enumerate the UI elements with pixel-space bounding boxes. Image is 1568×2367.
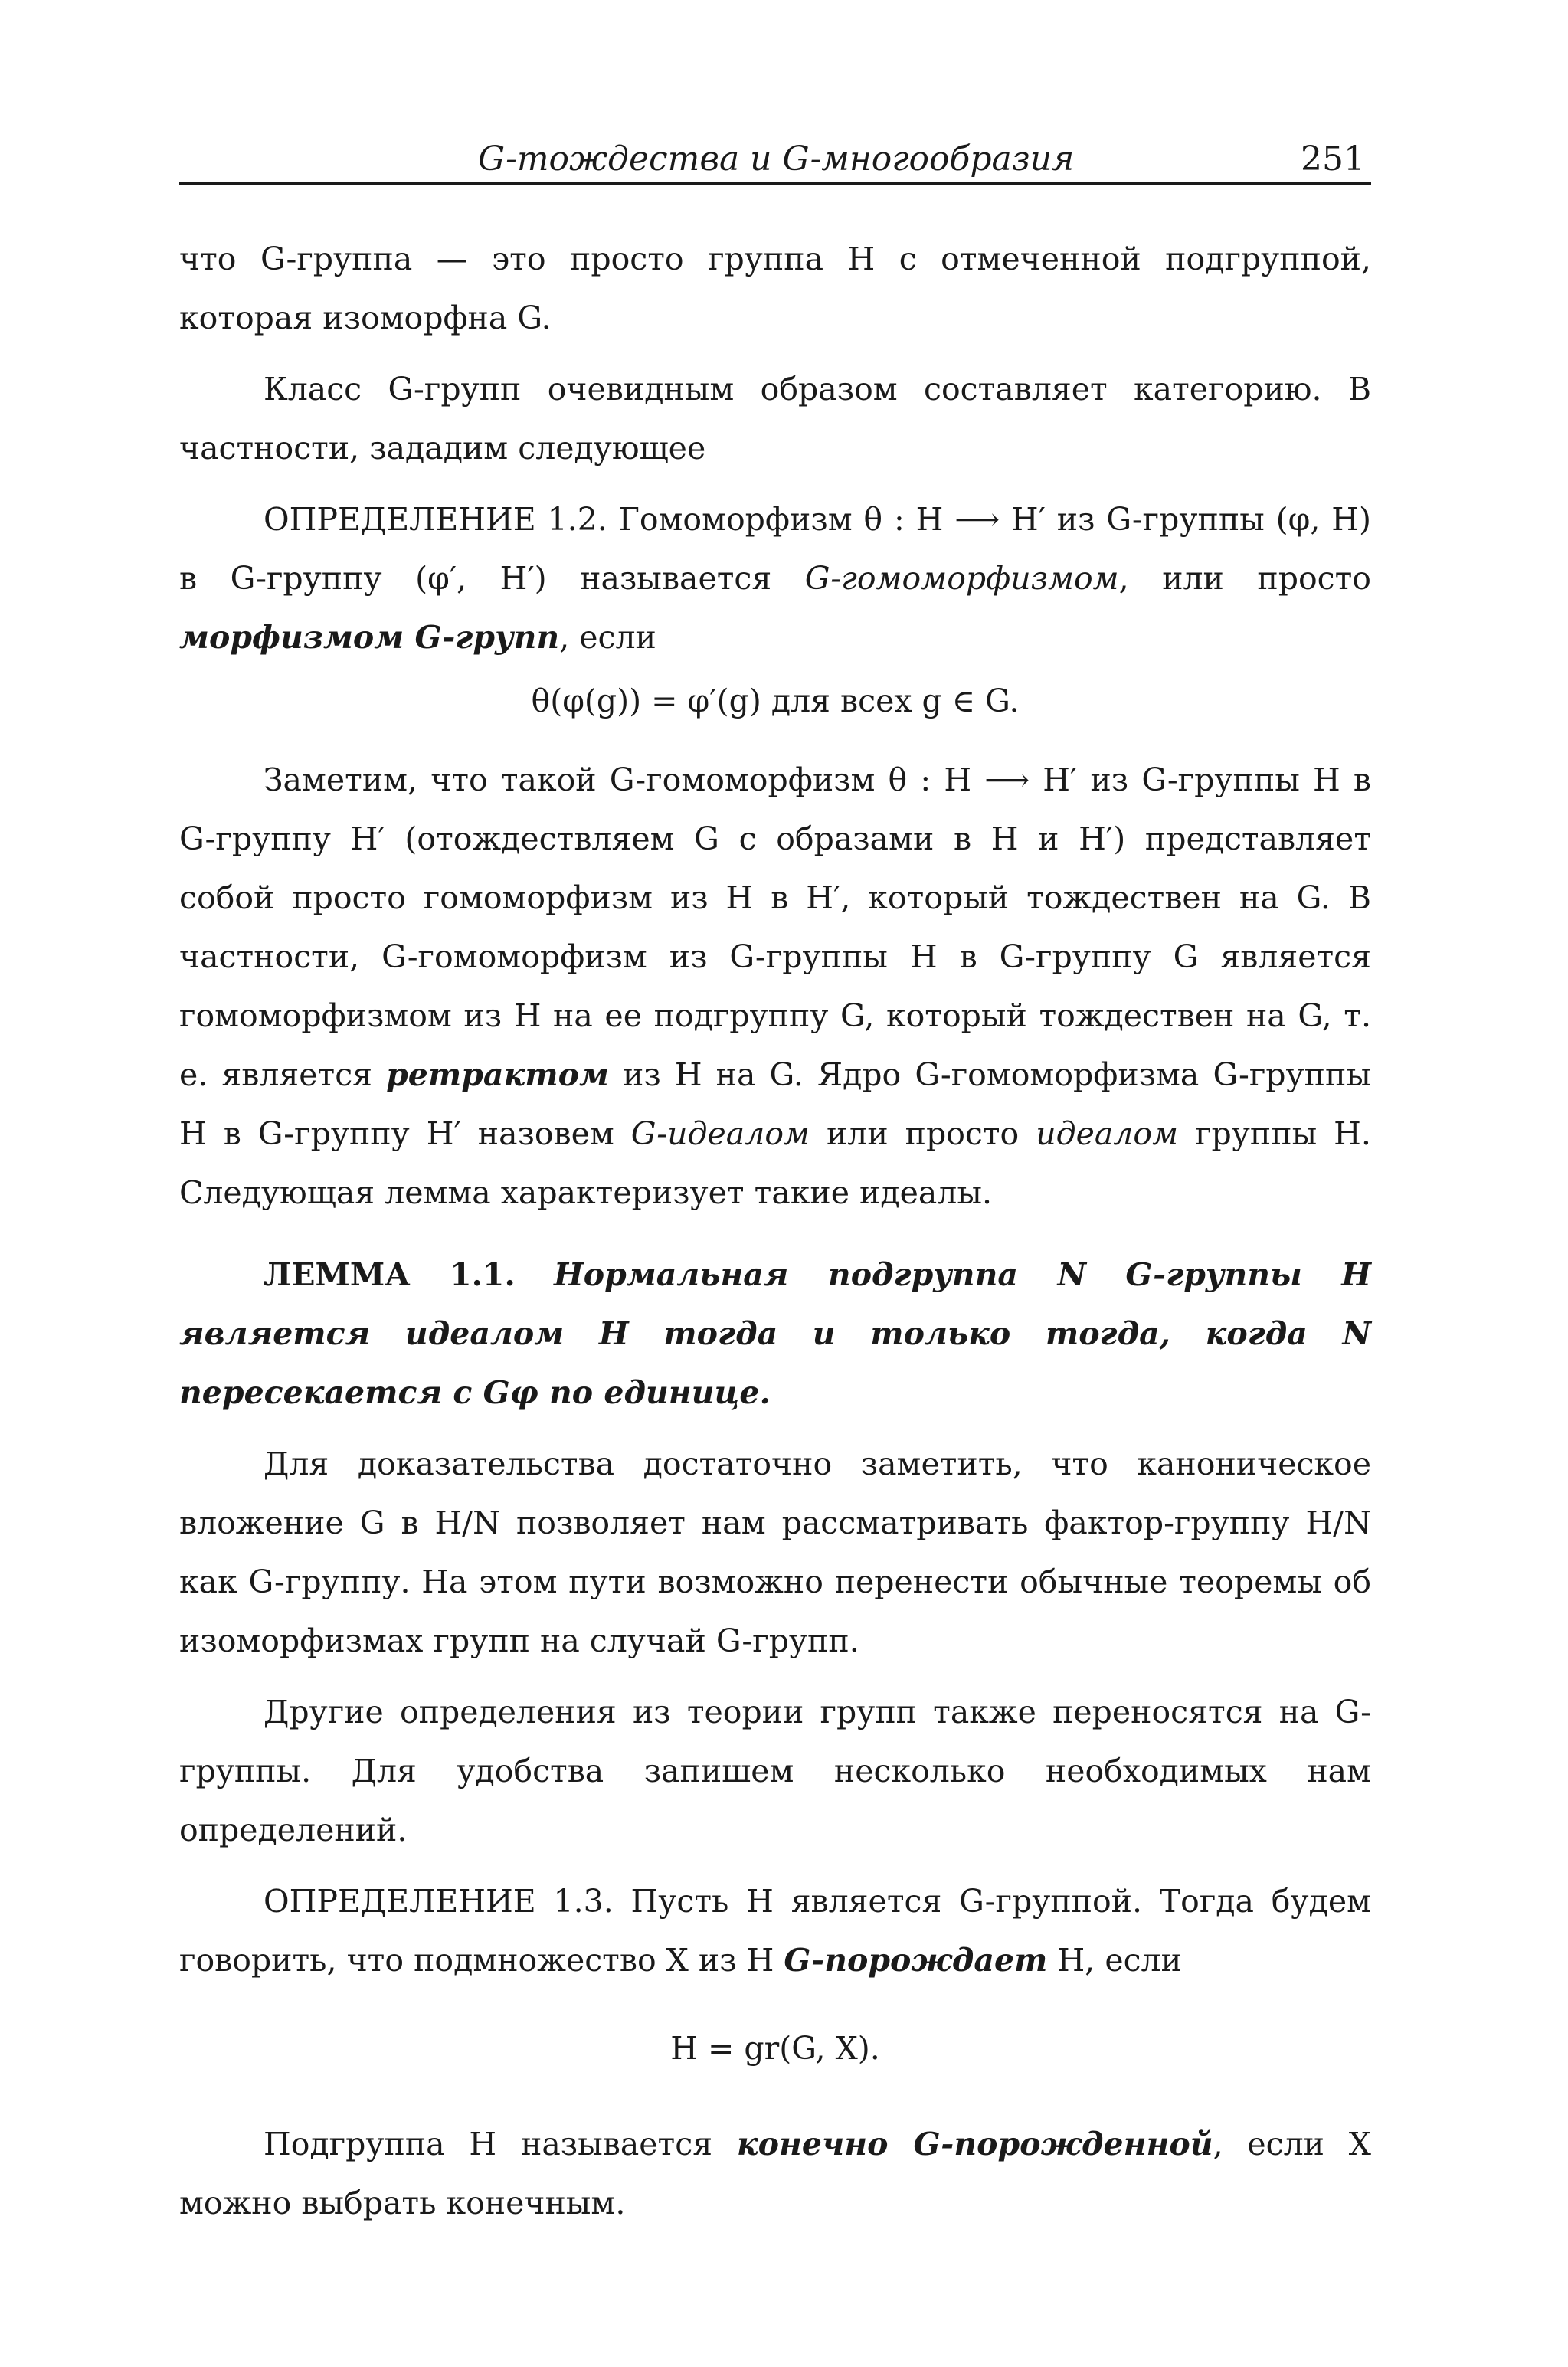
paragraph-text: из H на G. Ядро G-гомоморфизма G-группы H в G-группу H′ назовем [179,1056,1371,1152]
definition-text: , или просто [1118,560,1371,597]
formula-homomorphism: θ(φ(g)) = φ′(g) для всех g ∈ G. [531,683,1020,719]
definition-text: Пусть H является G-группой. Тогда будем говорить, что подмножество X из H [179,1883,1371,1979]
lemma-label: ЛЕММА 1.1. [264,1256,516,1293]
lemma-1-1 [179,1246,1371,1422]
paragraph-continuation: что G-группа — это просто группа H с отмеченной подгруппой, которая изоморфна G. [179,241,1371,336]
term-retract: ретрактом [386,1056,609,1093]
definition-term: морфизмом G-групп [179,619,560,656]
page-body [179,230,1371,2233]
paragraph-text: Заметим, что такой G-гомоморфизм θ : H ⟶ H′ из G-группы H в G-группу H′ (отождествляем G с образами в H и H′) представляет собой просто гомоморфизм из H в H′, который тождествен на G. В частности, G-гомоморфизм из G-группы H в G-группу G является гомоморфизмом из H на ее подгруппу G, который тождествен на G, т. е. является [179,761,1371,1093]
definition-text: Гомоморфизм θ : H ⟶ H′ из G-группы (φ, H) в G-группу (φ′, H′) называется [179,501,1372,597]
paragraph-finitely-generated [179,2115,1371,2233]
definition-term: G-гомоморфизмом [804,560,1119,597]
paragraph-retract [179,751,1371,1223]
paragraph-proof: Для доказательства достаточно заметить, что каноническое вложение G в H/N позволяет нам рассматривать фактор-группу H/N как G-группу. На этом пути возможно перенести обычные теоремы об изоморфизмах групп на случай G-групп. [179,1445,1371,1659]
running-title: G-тождества и G-многообразия [478,139,1075,178]
definition-text: , если [559,619,656,656]
term-g-ideal: G-идеалом [630,1115,810,1152]
definition-label: ОПРЕДЕЛЕНИЕ 1.3. [264,1883,614,1920]
paragraph-text: , если X можно выбрать конечным. [179,2126,1371,2221]
formula-generation: H = gr(G, X). [670,2030,880,2067]
page-number: 251 [1301,139,1365,178]
paragraph-text: Подгруппа H называется [264,2126,713,2162]
term-ideal: идеалом [1036,1115,1179,1152]
paragraph-text: группы H. Следующая лемма характеризует такие идеалы. [179,1115,1371,1211]
definition-1-3 [179,1872,1371,1990]
definition-term: G-порождает [784,1942,1048,1979]
page-header [179,136,1371,185]
paragraph-other-definitions: Другие определения из теории групп также переносятся на G-группы. Для удобства запишем несколько необходимых нам определений. [179,1694,1371,1848]
paragraph-text: или просто [826,1115,1020,1152]
term-finitely-generated: конечно G-порожденной [736,2126,1213,2162]
paragraph-category: Класс G-групп очевидным образом составляет категорию. В частности, зададим следующее [179,371,1371,467]
lemma-statement: Нормальная подгруппа N G-группы H является идеалом H тогда и только тогда, когда N пересекается с Gφ по единице. [179,1256,1371,1411]
definition-1-2 [179,490,1371,667]
definition-label: ОПРЕДЕЛЕНИЕ 1.2. [264,501,607,538]
definition-text: H, если [1057,1942,1182,1979]
